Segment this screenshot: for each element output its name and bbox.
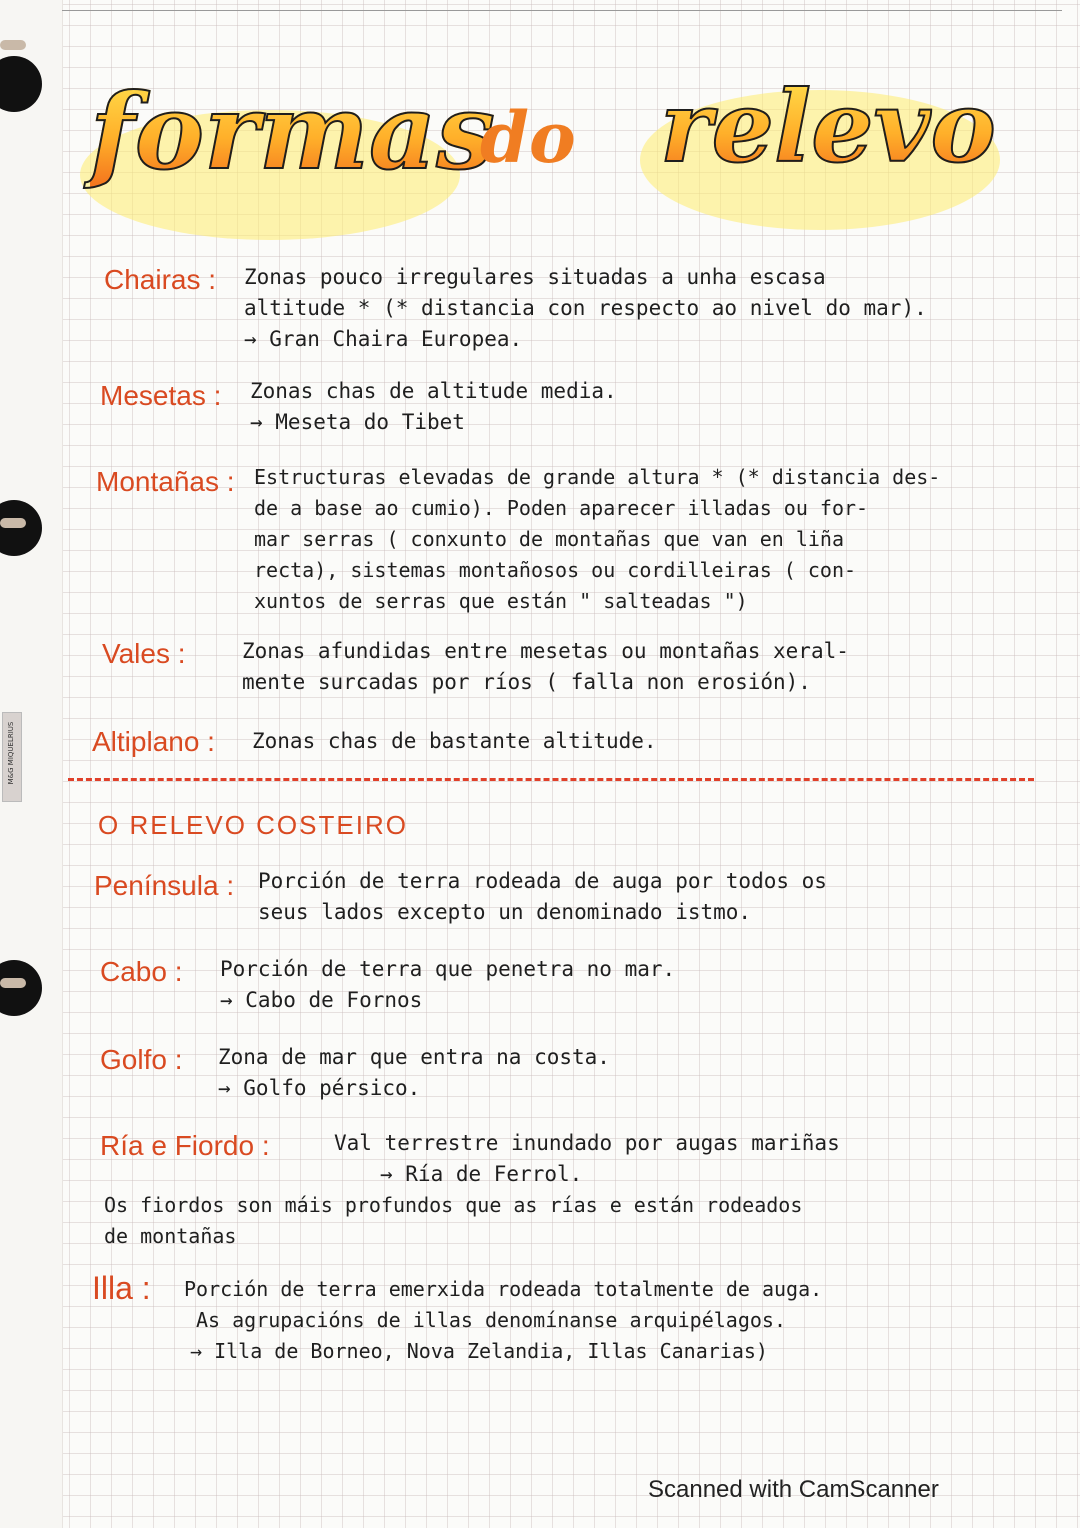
definition-line: Zonas chas de bastante altitude. bbox=[252, 729, 657, 753]
definition-line: Os fiordos son máis profundos que as rías e están rodeados bbox=[104, 1193, 803, 1217]
scanner-watermark: Scanned with CamScanner bbox=[648, 1476, 939, 1503]
definition-altiplano bbox=[252, 726, 657, 757]
definition-line: altitude * (* distancia con respecto ao nivel do mar). bbox=[244, 296, 927, 320]
definition-line: Zonas pouco irregulares situadas a unha escasa bbox=[244, 265, 826, 289]
definition-chairas bbox=[244, 262, 927, 355]
section-divider bbox=[68, 778, 1034, 781]
definition-line: de a base ao cumio). Poden aparecer illadas ou for- bbox=[254, 496, 869, 520]
definition-line: Zonas chas de altitude media. bbox=[250, 379, 617, 403]
definition-line: seus lados excepto un denominado istmo. bbox=[258, 900, 752, 924]
term-mesetas: Mesetas : bbox=[100, 380, 222, 411]
definition-line: recta), sistemas montañosos ou cordilleiras ( con- bbox=[254, 558, 857, 582]
definition-line: Porción de terra rodeada de auga por todos os bbox=[258, 869, 827, 893]
definition-line: → Cabo de Fornos bbox=[220, 988, 423, 1012]
definition-line: Porción de terra que penetra no mar. bbox=[220, 957, 676, 981]
term-chairas: Chairas : bbox=[104, 264, 217, 295]
term-cabo: Cabo : bbox=[100, 956, 183, 987]
definition-line: Estructuras elevadas de grande altura * (* distancia des- bbox=[254, 465, 941, 489]
definition-line: mar serras ( conxunto de montañas que van en liña bbox=[254, 527, 845, 551]
title-word-relevo: relevo bbox=[660, 70, 996, 185]
term-altiplano: Altiplano : bbox=[92, 726, 215, 757]
definition-line: → Ría de Ferrol. bbox=[380, 1162, 583, 1186]
definition-line: Val terrestre inundado por augas mariñas bbox=[334, 1131, 840, 1155]
definition-peninsula bbox=[258, 866, 827, 928]
definition-line: mente surcadas por ríos ( falla non erosión). bbox=[242, 670, 811, 694]
term-peninsula: Península : bbox=[94, 870, 235, 901]
term-montanas: Montañas : bbox=[96, 466, 235, 497]
definition-line: → Golfo pérsico. bbox=[218, 1076, 421, 1100]
title-word-formas: formas bbox=[90, 70, 495, 193]
binder-ring bbox=[0, 40, 26, 50]
term-illa: Illa : bbox=[92, 1270, 151, 1306]
definition-ria-fiordo bbox=[334, 1128, 840, 1190]
definition-line: de montañas bbox=[104, 1224, 237, 1248]
definition-line: → Gran Chaira Europea. bbox=[244, 327, 523, 351]
definition-line: As agrupacións de illas denomínanse arquipélagos. bbox=[196, 1308, 787, 1332]
definition-line: Zona de mar que entra na costa. bbox=[218, 1045, 610, 1069]
page-title bbox=[80, 70, 1040, 250]
title-word-do: do bbox=[480, 96, 576, 179]
definition-vales bbox=[242, 636, 849, 698]
section-title: O RELEVO COSTEIRO bbox=[98, 810, 408, 840]
definition-fiordo-note bbox=[104, 1190, 802, 1252]
definition-line: Porción de terra emerxida rodeada totalmente de auga. bbox=[184, 1277, 823, 1301]
definition-line: → Illa de Borneo, Nova Zelandia, Illas Canarias) bbox=[190, 1339, 768, 1363]
definition-line: → Meseta do Tibet bbox=[250, 410, 465, 434]
binder-brand-text: M&G MIQUELRIUS bbox=[7, 721, 15, 785]
binder-ring bbox=[0, 518, 26, 528]
term-vales: Vales : bbox=[102, 638, 186, 669]
definition-line: Zonas afundidas entre mesetas ou montañas xeral- bbox=[242, 639, 849, 663]
term-golfo: Golfo : bbox=[100, 1044, 183, 1075]
definition-mesetas bbox=[250, 376, 617, 438]
page-top-rule bbox=[62, 10, 1062, 11]
binder-ring bbox=[0, 978, 26, 988]
definition-golfo bbox=[218, 1042, 610, 1104]
definition-cabo bbox=[220, 954, 675, 1016]
binder-brand-label bbox=[2, 712, 22, 802]
definition-montanas bbox=[254, 462, 940, 617]
definition-illa bbox=[184, 1274, 822, 1367]
term-ria-fiordo: Ría e Fiordo : bbox=[100, 1130, 270, 1161]
definition-line: xuntos de serras que están " salteadas ") bbox=[254, 589, 748, 613]
